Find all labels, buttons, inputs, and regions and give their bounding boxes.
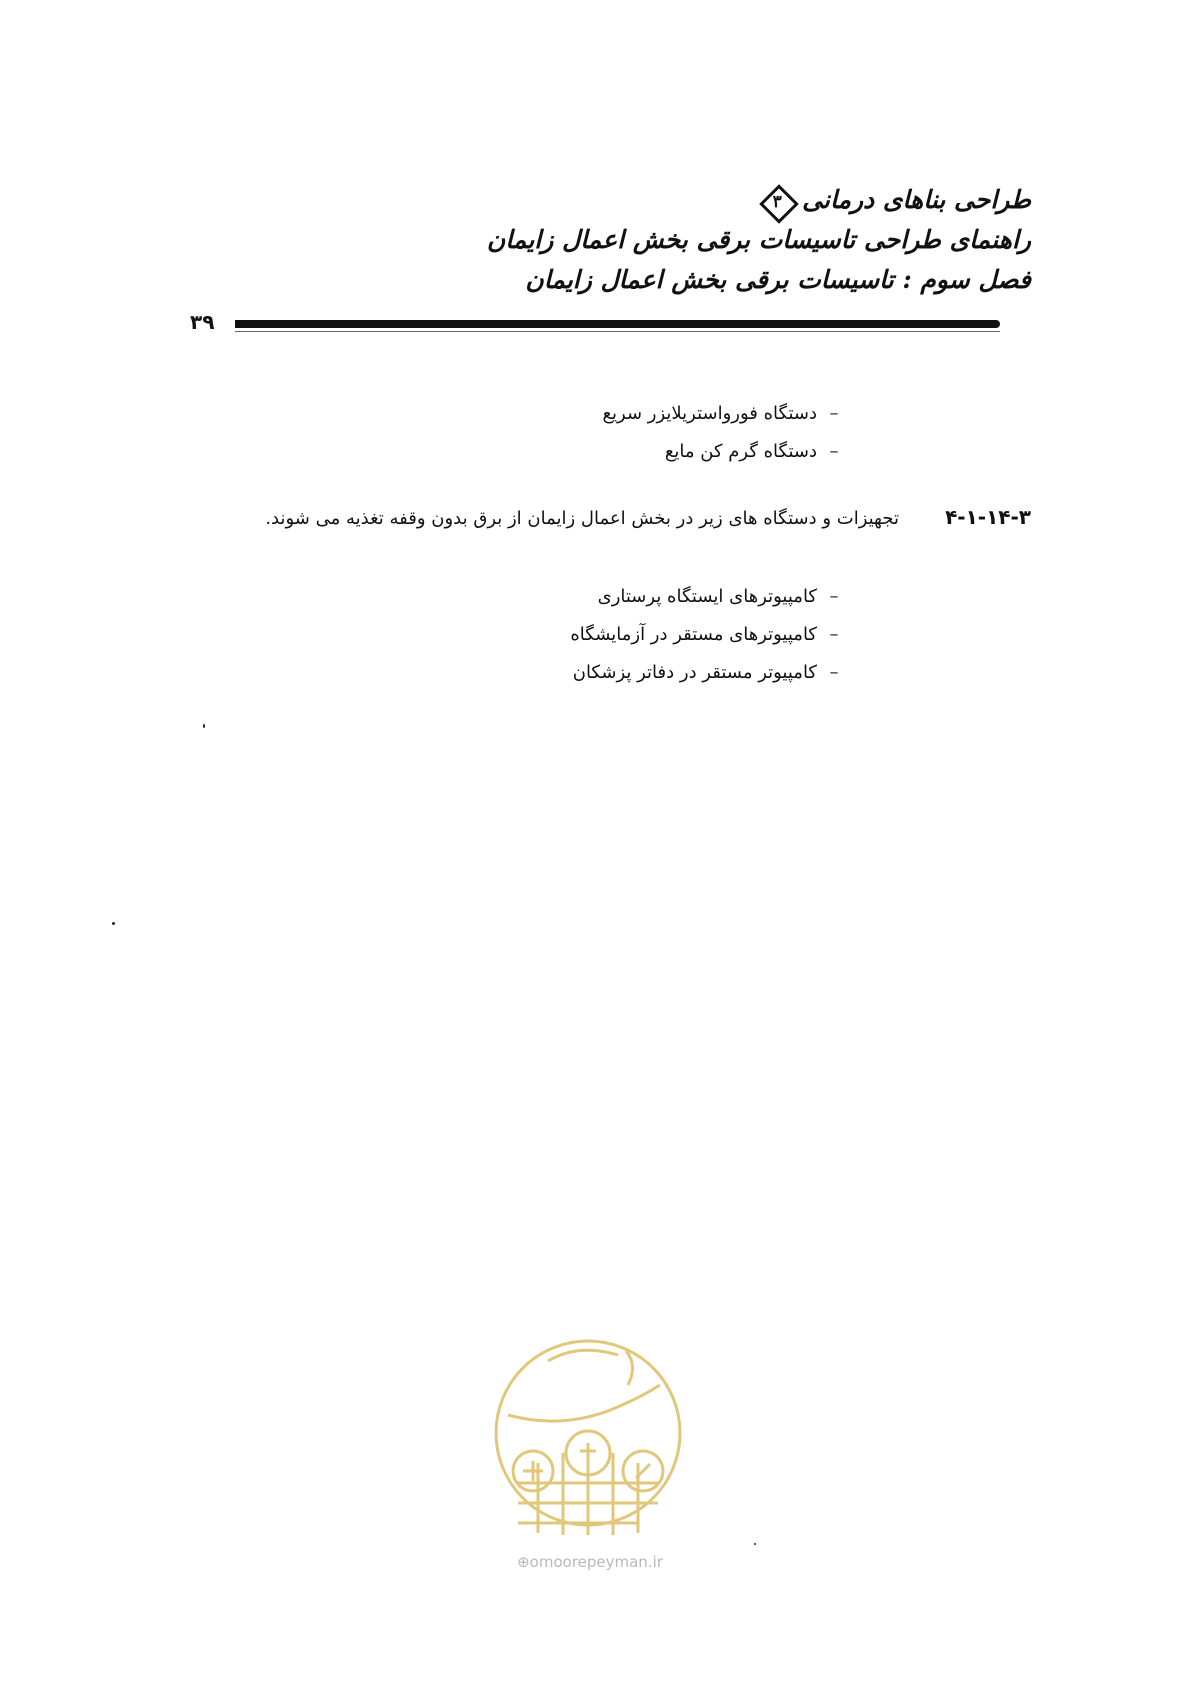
- list-item-text: کامپیوترهای ایستگاه پرستاری: [597, 586, 817, 607]
- list-item: [570, 654, 851, 692]
- dash-bullet: –: [829, 403, 839, 424]
- watermark-url: [500, 1553, 680, 1571]
- page-number: ۳۹: [190, 310, 215, 334]
- header-line-guide-title: راهنمای طراحی تاسیسات برقی بخش اعمال زایمان: [486, 225, 1031, 254]
- section-text: تجهیزات و دستگاه های زیر در بخش اعمال زایمان از برق بدون وقفه تغذیه می شوند.: [265, 508, 899, 529]
- dash-bullet: –: [829, 586, 839, 607]
- watermark-logo-icon: [488, 1333, 688, 1573]
- header-book-title-text: طراحی بناهای درمانی: [802, 185, 1031, 214]
- watermark-url-text: omoorepeyman.ir: [529, 1553, 663, 1571]
- list-item-text: دستگاه فورواستریلایزر سریع: [602, 403, 817, 424]
- list-item: [602, 433, 851, 471]
- volume-number: ۳: [772, 191, 782, 212]
- scan-speck: [203, 724, 205, 728]
- equipment-list-1: [602, 395, 851, 471]
- header-rule-thin: [235, 331, 1000, 332]
- section-paragraph: [151, 505, 1031, 529]
- list-item: [602, 395, 851, 433]
- list-item: [570, 616, 851, 654]
- list-item-text: کامپیوترهای مستقر در آزمایشگاه: [570, 624, 817, 645]
- header-line-book-title: [331, 180, 1031, 220]
- section-number: ۴-۱-۱۴-۳: [945, 505, 1031, 529]
- dash-bullet: –: [829, 624, 839, 645]
- volume-badge: [760, 185, 794, 219]
- list-item-text: دستگاه گرم کن مایع: [664, 441, 817, 462]
- dash-bullet: –: [829, 662, 839, 683]
- header-line-chapter-title: فصل سوم : تاسیسات برقی بخش اعمال زایمان: [525, 265, 1031, 294]
- running-header: [331, 180, 1031, 300]
- list-item-text: کامپیوتر مستقر در دفاتر پزشکان: [572, 662, 817, 683]
- list-item: [570, 578, 851, 616]
- globe-icon: ⊕: [517, 1553, 530, 1571]
- dash-bullet: –: [829, 441, 839, 462]
- equipment-list-2: [570, 578, 851, 692]
- scan-speck: [112, 922, 115, 925]
- header-rule: [235, 320, 1000, 328]
- scan-speck: [754, 1543, 756, 1545]
